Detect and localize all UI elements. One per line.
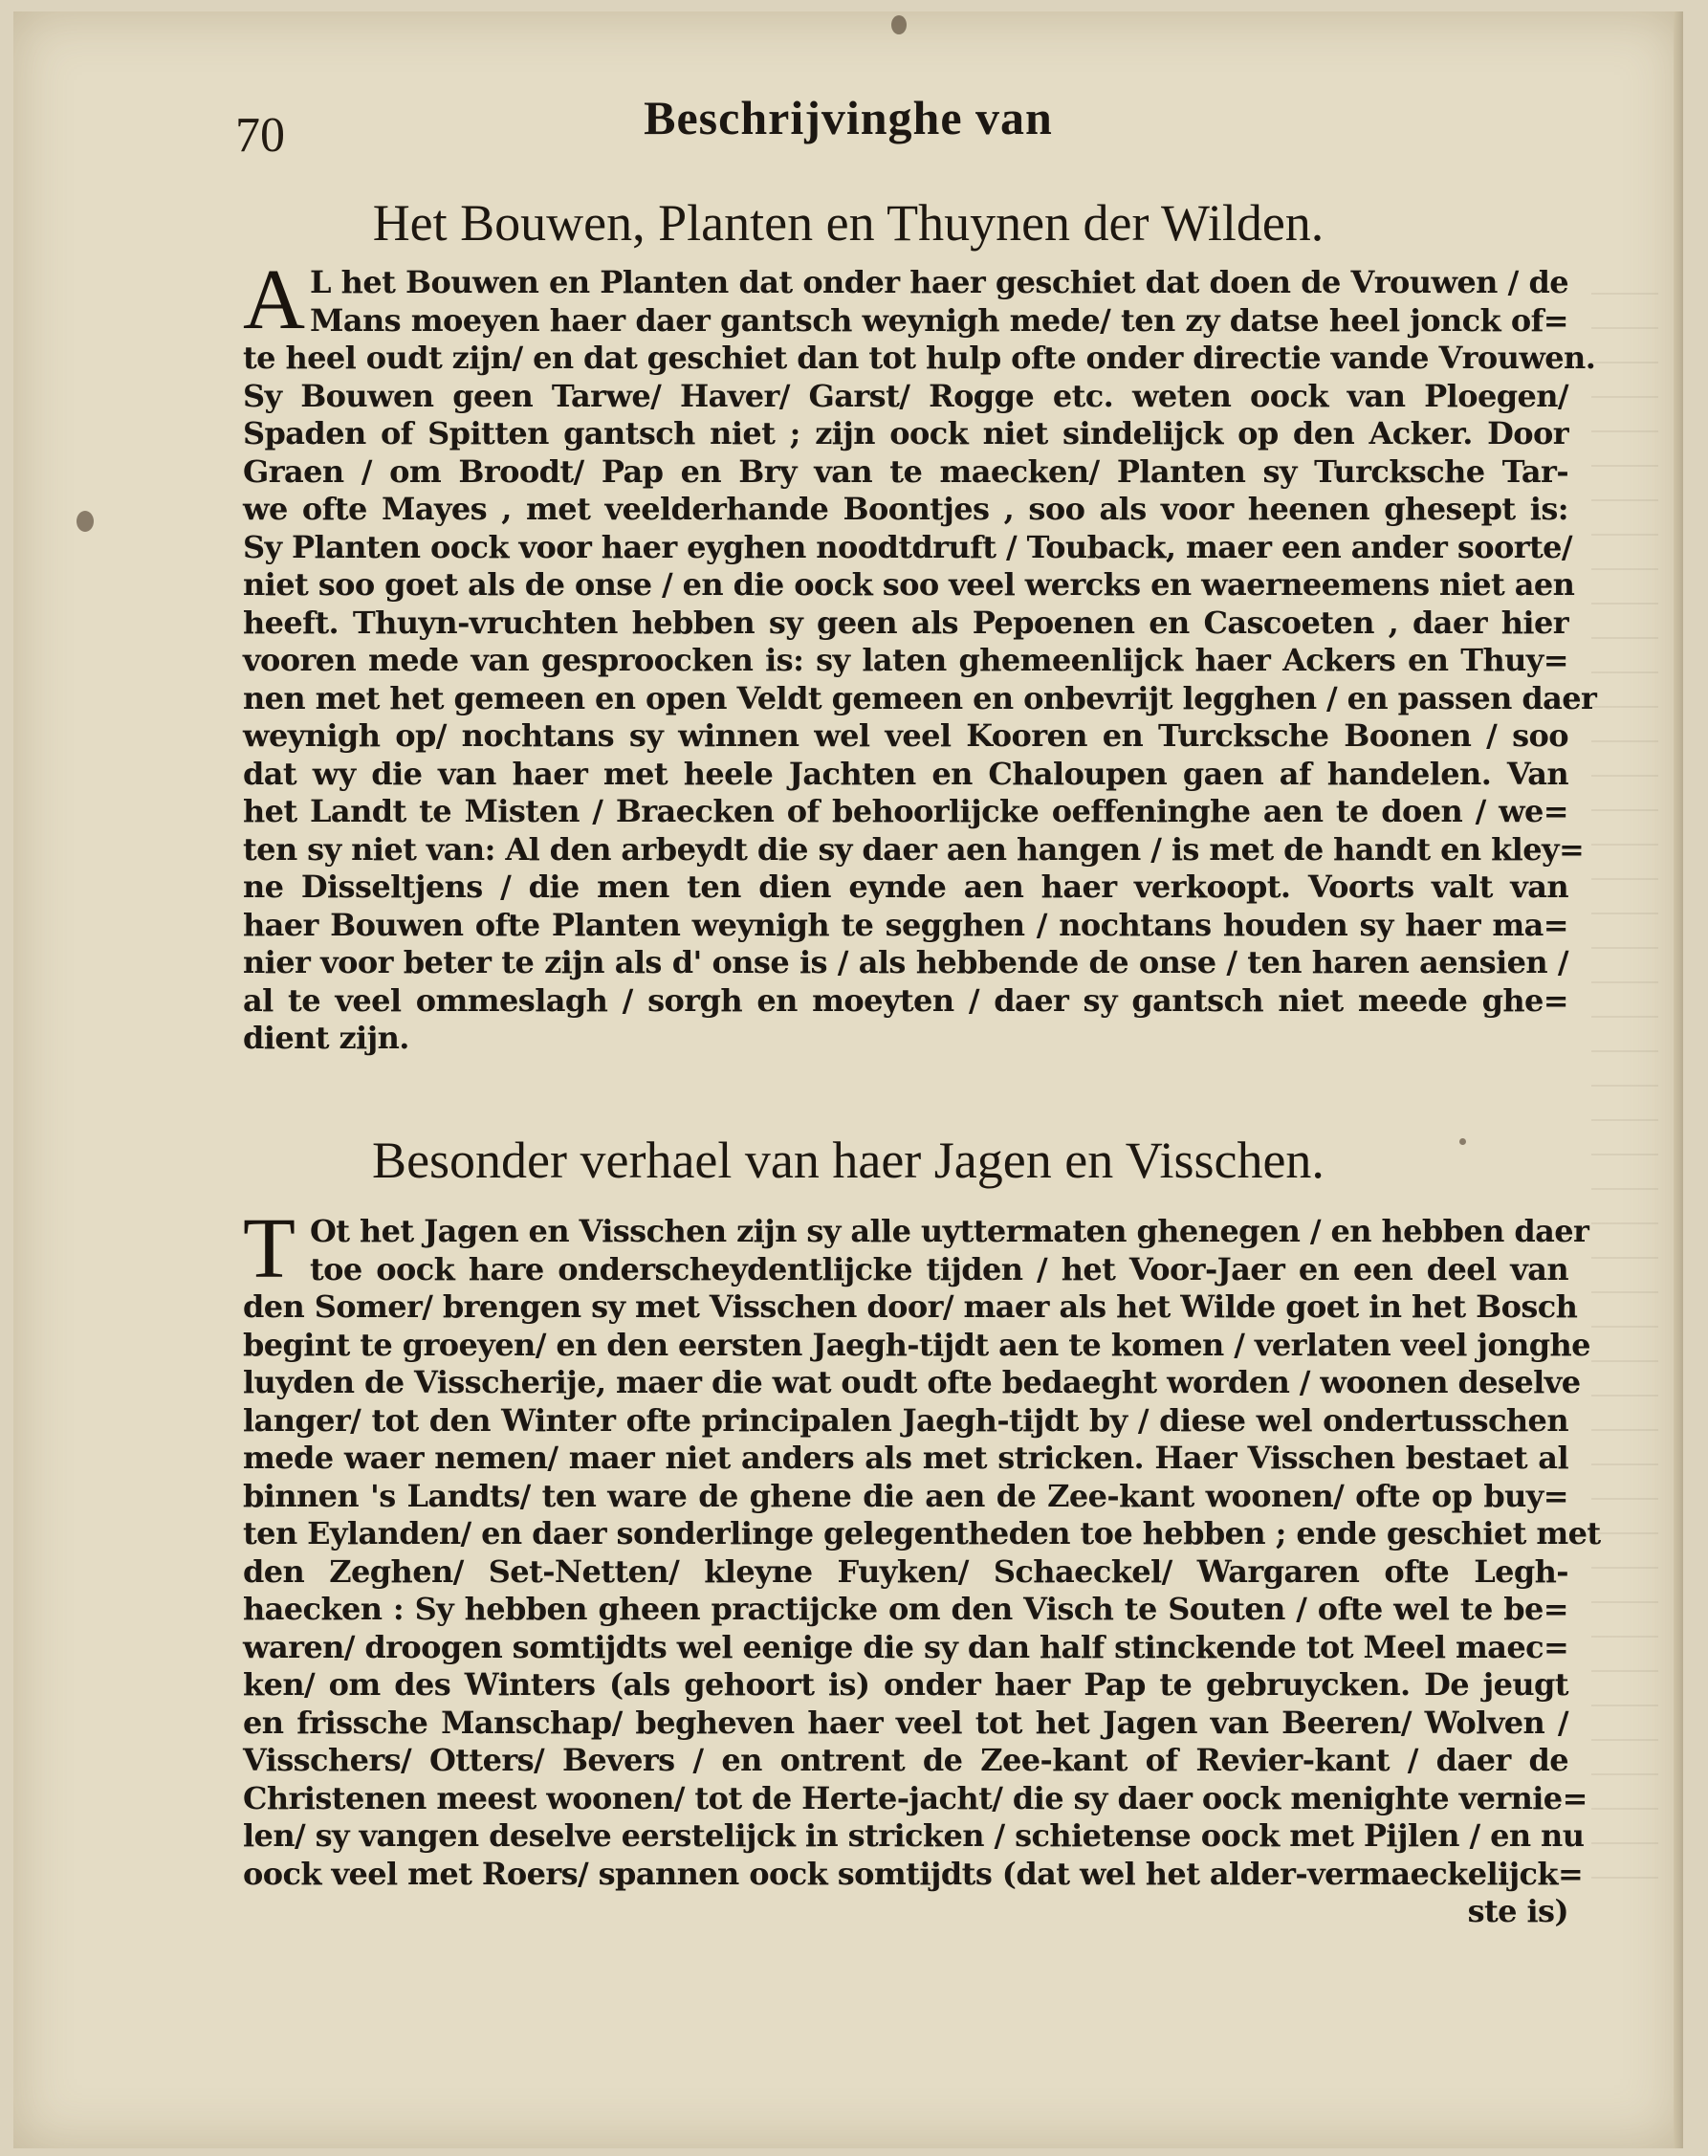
text-line: weynigh op/ nochtans sy winnen wel veel Kooren en Turcksche Boonen / soo — [243, 717, 1568, 754]
text-line: nier voor beter te zijn als d' onse is / als hebbende de onse / ten haren aensien / — [243, 944, 1568, 980]
text-line: ne Disseltjens / die men ten dien eynde aen haer verkoopt. Voorts valt van — [243, 869, 1568, 905]
text-line: vooren mede van gesproocken is: sy laten ghemeenlijck haer Ackers en Thuy= — [243, 642, 1568, 678]
ink-spot — [77, 511, 94, 532]
text-line: we ofte Mayes , met veelderhande Boontjes , soo als voor heenen ghesept is: — [243, 491, 1568, 527]
text-line: haer Bouwen ofte Planten weynigh te segghen / nochtans houden sy haer ma= — [243, 906, 1568, 943]
text-line: ten sy niet van: Al den arbeydt die sy daer aen hangen / is met de handt en kley= — [243, 830, 1585, 868]
text-line: Sy Planten oock voor haer eyghen noodtdruft / Touback, maer een ander soorte/ — [243, 528, 1573, 565]
text-line: begint te groeyen/ en den eersten Jaegh-tijdt aen te komen / verlaten veel jonghe — [243, 1326, 1590, 1363]
drop-cap: A — [243, 253, 305, 347]
text-line: nen met het gemeen en open Veldt gemeen en onbevrijt legghen / en passen daer — [243, 679, 1597, 716]
text-line: binnen 's Landts/ ten ware de ghene die aen de Zee-kant woonen/ ofte op buy= — [243, 1477, 1568, 1514]
text-line: oock veel met Roers/ spannen oock somtijdts (dat wel het alder-vermaeckelijck= — [243, 1855, 1584, 1892]
text-line: den Somer/ brengen sy met Visschen door/ maer als het Wilde goet in het Bosch — [243, 1288, 1578, 1325]
book-page — [13, 11, 1683, 2148]
show-through-text — [1591, 260, 1658, 1886]
text-line: ten Eylanden/ en daer sonderlinge gelegentheden toe hebben ; ende geschiet met — [243, 1515, 1601, 1551]
text-line: waren/ droogen somtijdts wel eenige die sy dan half stinckende tot Meel maec= — [243, 1628, 1569, 1665]
page-number: 70 — [235, 108, 285, 163]
section-body — [243, 253, 1597, 1058]
text-line: Ot het Jagen en Visschen zijn sy alle uyttermaten ghenegen / en hebben daer — [310, 1213, 1589, 1249]
text-line: dient zijn. — [243, 1020, 409, 1056]
text-line: len/ sy vangen deselve eerstelijck in stricken / schietense oock met Pijlen / en nu — [243, 1817, 1585, 1854]
text-line: ken/ om des Winters (als gehoort is) onder haer Pap te gebruycken. De jeugt — [243, 1666, 1568, 1703]
text-line: Graen / om Broodt/ Pap en Bry van te maecken/ Planten sy Turcksche Tar- — [243, 452, 1568, 490]
text-line: en frissche Manschap/ begheven haer veel tot het Jagen van Beeren/ Wolven / — [243, 1704, 1568, 1741]
ink-spot — [891, 15, 907, 34]
text-line: Visschers/ Otters/ Bevers / en ontrent de Zee-kant of Revier-kant / daer de — [243, 1742, 1568, 1778]
text-line: al te veel ommeslagh / sorgh en moeyten / daer sy gantsch niet meede ghe= — [243, 981, 1568, 1019]
section-body — [243, 1201, 1601, 1931]
text-line: L het Bouwen en Planten dat onder haer geschiet dat doen de Vrouwen / de — [310, 264, 1568, 300]
text-line: heeft. Thuyn-vruchten hebben sy geen als Pepoenen en Cascoeten , daer hier — [243, 604, 1568, 641]
text-line: den Zeghen/ Set-Netten/ kleyne Fuyken/ Schaeckel/ Wargaren ofte Legh- — [243, 1552, 1568, 1590]
text-line: luyden de Visscherije, maer die wat oudt ofte bedaeght worden / woonen deselve — [243, 1364, 1581, 1400]
drop-cap: T — [243, 1201, 296, 1296]
text-line: het Landt te Misten / Braecken of behoorlijcke oeffeninghe aen te doen / we= — [243, 793, 1568, 829]
text-line: haecken : Sy hebben gheen practijcke om den Visch te Souten / ofte wel te be= — [243, 1591, 1568, 1627]
text-line: te heel oudt zijn/ en dat geschiet dan tot hulp ofte onder directie vande Vrouwen. — [243, 340, 1596, 376]
text-line: dat wy die van haer met heele Jachten en Chaloupen gaen af handelen. Van — [243, 755, 1568, 792]
section-heading: Het Bouwen, Planten en Thuynen der Wilden. — [372, 194, 1325, 252]
text-line: Sy Bouwen geen Tarwe/ Haver/ Garst/ Rogge etc. weten oock van Ploegen/ — [243, 377, 1568, 414]
text-line: Christenen meest woonen/ tot de Herte-jacht/ die sy daer oock menighte vernie= — [243, 1779, 1588, 1816]
text-line: langer/ tot den Winter ofte principalen Jaegh-tijdt by / diese wel ondertusschen — [243, 1401, 1568, 1439]
text-line: Mans moeyen haer daer gantsch weynigh mede/ ten zy datse heel jonck of= — [310, 301, 1568, 339]
text-line: Spaden of Spitten gantsch niet ; zijn oock niet sindelijck op den Acker. Door — [243, 415, 1568, 451]
page-edge — [1674, 11, 1683, 2148]
text-line: mede waer nemen/ maer niet anders als met stricken. Haer Visschen bestaet al — [243, 1440, 1568, 1476]
text-line: toe oock hare onderscheydentlijcke tijden / het Voor-Jaer en een deel van — [310, 1250, 1568, 1287]
text-line: niet soo goet als de onse / en die oock soo veel wercks en waerneemens niet aen — [243, 566, 1575, 603]
running-head: Beschrijvinghe van — [644, 91, 1053, 144]
text-line: ste is) — [1467, 1893, 1568, 1929]
section-heading: Besonder verhael van haer Jagen en Visschen. — [372, 1132, 1325, 1189]
